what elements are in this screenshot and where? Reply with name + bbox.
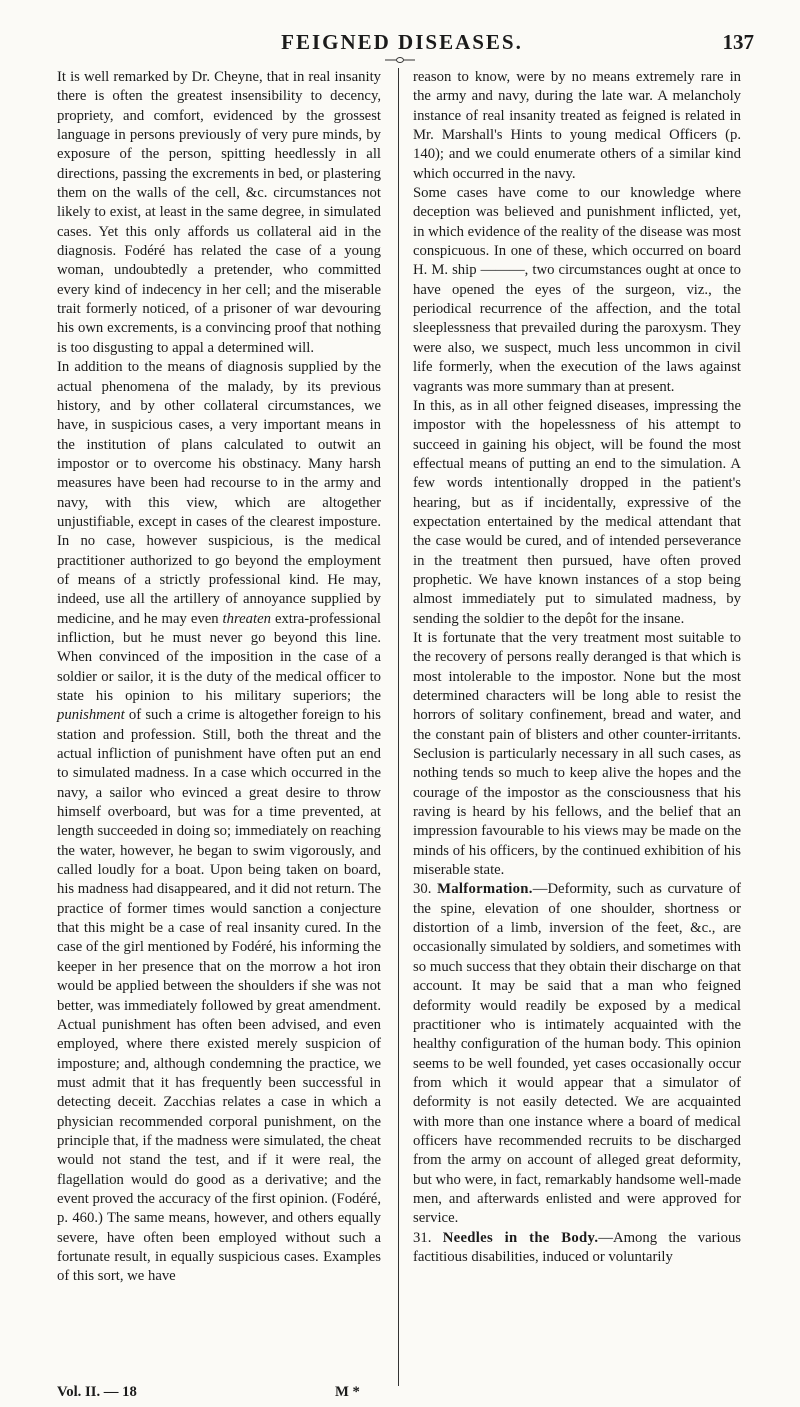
section-heading: Needles in the Body.	[442, 1229, 599, 1246]
section-31: 31. Needles in the Body.—Among the various factitious disabilities, induced or voluntarily	[413, 1229, 741, 1265]
paragraph: Some cases have come to our knowledge where deception was believed and punishment inflicted, yet, in which evidence of the reality of the disease was most conspicuous. In one of these, which occurred on board H. M. ship ———, two circumstances ought at once to have opened the eyes of the surgeon, viz., the periodical recurrence of the affection, and the total sleeplessness that prevailed during the paroxysm. They were also, we suspect, much less uncommon in civil life formerly, when the execution of the laws against vagrants was more summary than at present.	[413, 185, 741, 395]
ornament-icon	[385, 56, 415, 64]
section-number: 31.	[413, 1229, 432, 1246]
page-number: 137	[722, 30, 754, 54]
paragraph: reason to know, were by no means extremely rare in the army and navy, during the late war. A melancholy instance of real insanity treated as feigned is related in Mr. Marshall's Hints to young medical Officers (p. 140); and we could enumerate others of a similar kind which occurred in the navy.	[413, 69, 741, 182]
page-footer	[57, 1384, 381, 1404]
paragraph: It is well remarked by Dr. Cheyne, that in real insanity there is often the greatest insensibility to decency, propriety, and comfort, evidenced by the grossest language in persons previously of very pure minds, by exposure of the person, spitting heedlessly in all directions, passing the excrements in bed, or plastering them on the walls of the cell, &c. circumstances not likely to exist, at least in the same degree, in simulated cases. Yet this only affords us collateral aid in the diagnosis. Fodéré has related the case of a young woman, undoubtedly a pretender, who committed every kind of indecency in her cell; and the miserable trait formerly noticed, of a prisoner of war devouring his own excrements, is a convincing proof that nothing is too disgusting to appal a determined will.	[57, 69, 381, 356]
section-30: 30. Malformation.—Deformity, such as curvature of the spine, elevation of one shoulder, shortness or distortion of a limb, inversion of the feet, &c., are occasionally simulated by soldiers, and sometimes with so much success that they obtain their discharge on that account. It may be said that a man who feigned deformity would readily be exposed by a medical practitioner who is intimately acquainted with the healthy configuration of the human body. This opinion seems to be well founded, yet cases occasionally occur from which it would appear that a simulator of deformity is not easily detected. We are acquainted with more than one instance where a board of medical officers have recommended recruits to be discharged from the army on account of alleged great deformity, but who were, in fact, remarkably handsome well-made men, and afterwards enlisted and were approved for service.	[413, 881, 741, 1227]
section-heading: Malformation.	[437, 881, 533, 898]
left-column	[57, 68, 381, 1287]
volume-signature: Vol. II. — 18	[57, 1384, 137, 1400]
column-divider	[398, 68, 399, 1386]
paragraph: In addition to the means of diagnosis supplied by the actual phenomena of the malady, by its previous history, and by other collateral circumstances, we have, in suspicious cases, a very important means in the institution of plans calculated to outwit an impostor or to overcome his obstinacy. Many harsh measures have been had recourse to in the army and navy, with this view, which are altogether unjustifiable, except in cases of the clearest imposture. In no case, however suspicious, is the medical practitioner authorized to go beyond the employment of means of a strictly professional kind. He may, indeed, use all the artillery of annoyance supplied by medicine, and he may even threaten extra-professional infliction, but he must never go beyond this line. When convinced of the imposition in the case of a soldier or sailor, it is the duty of the medical officer to state his opinion to his military superiors; the punishment of such a crime is altogether foreign to his station and profession. Still, both the threat and the actual infliction of punishment have often put an end to simulated madness. In a case which occurred in the navy, a sailor who evinced a great desire to throw himself overboard, but was for a time prevented, at length succeeded in doing so; immediately on reaching the water, however, he began to swim vigorously, and called loudly for a boat. Upon being taken on board, his madness had disappeared, and it did not return. The practice of former times would sanction a conjecture that this might be a case of real insanity cured. In the case of the girl mentioned by Fodéré, his informing the keeper in her presence that on the morrow a hot iron would be applied between the shoulders if she was not better, was immediately followed by great amendment. Actual punishment has often been advised, and even employed, where there existed merely suspicion of imposture; and, although condemning the practice, we must admit that it has frequently been successful in detecting deceit. Zacchias relates a case in which a physician recommended corporal punishment, on the principle that, if the madness were simulated, the cheat would not stand the test, and if it were real, the flagellation would do good as a derivative; and the event proved the accuracy of the first opinion. (Fodéré, p. 460.) The same means, however, and others equally severe, have often been employed without such a fortunate result, in equally suspicious cases. Examples of this sort, we have	[57, 359, 381, 1285]
right-column	[413, 68, 741, 1267]
paragraph: In this, as in all other feigned diseases, impressing the impostor with the hopelessness of his attempt to succeed in gaining his object, will be found the most effectual means of putting an end to the simulation. A few words intentionally dropped in the patient's hearing, but as if incidentally, expressive of the expectation entertained by the medical attendant that the case would be cured, and of intended perseverance in the treatment then pursued, have often proved prophetic. We have known instances of a stop being almost immediately put to simulated madness, by sending the soldier to the depôt for the insane.	[413, 397, 741, 627]
running-title: FEIGNED DISEASES.	[281, 30, 523, 54]
printer-signature: M *	[335, 1384, 360, 1400]
section-number: 30.	[413, 881, 432, 898]
paragraph: It is fortunate that the very treatment most suitable to the recovery of persons really deranged is that which is most intolerable to the impostor. None but the most determined characters will be long able to resist the horrors of solitary confinement, bread and water, and the constant pain of blisters and other counter-irritants. Seclusion is particularly necessary in all such cases, as nothing tends so much to keep alive the hopes and the courage of the impostor as the consciousness that his raving is heard by his fellows, and the belief that an impression favourable to his views may be made on the minds of his officers, by the continued exhibition of his miserable state.	[413, 629, 741, 879]
